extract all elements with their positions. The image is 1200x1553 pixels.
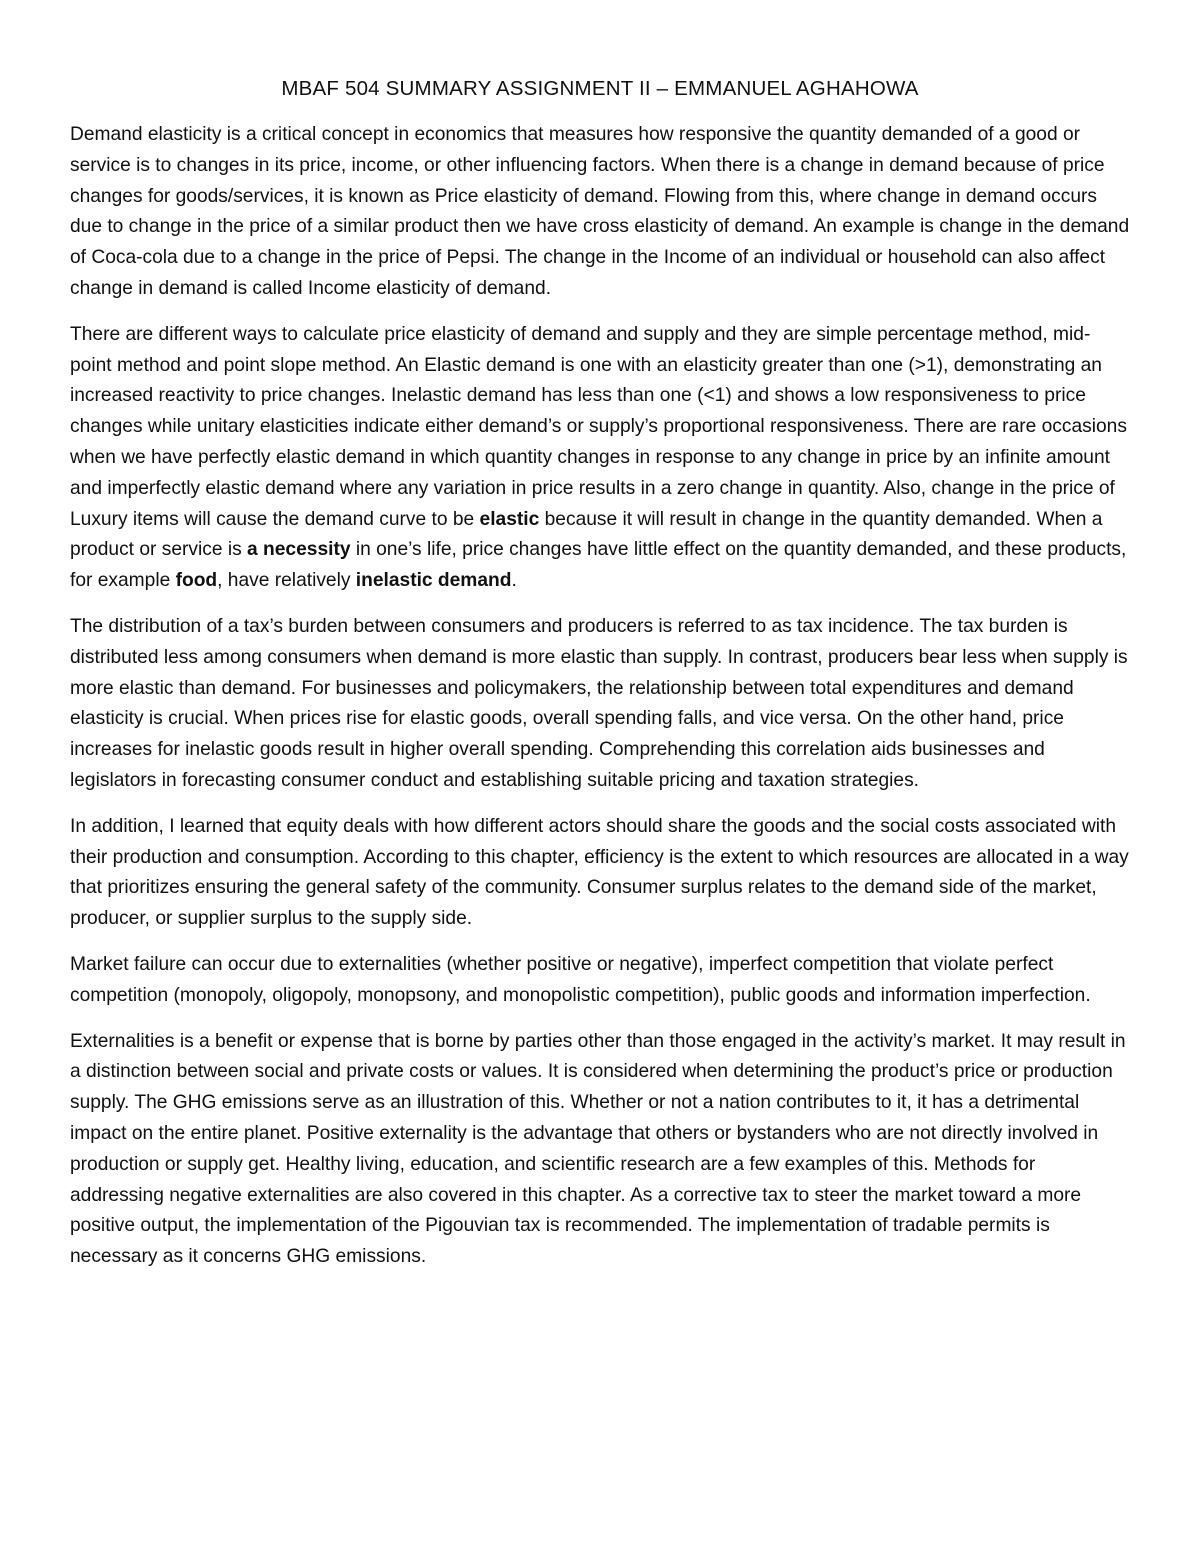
paragraph-equity-efficiency: In addition, I learned that equity deals with how different actors should share the goods and the social costs associated with their production and consumption. According to this chapter, efficiency is the extent to which resources are allocated in a way that prioritizes ensuring the general safety of the community. Consumer surplus relates to the demand side of the market, producer, or supplier surplus to the supply side. <box>70 815 1129 930</box>
document-title: MBAF 504 SUMMARY ASSIGNMENT II – EMMANUEL AGHAHOWA <box>281 77 919 100</box>
paragraph-text: There are different ways to calculate price elasticity of demand and supply and they are simple percentage method, mid-point method and point slope method. An Elastic demand is one with an elasticity greater than one (>1), demonstrating an increased reactivity to price changes. Inelastic demand has less than one (<1) and shows a low responsiveness to price changes while unitary elasticities indicate either demand’s or supply’s proportional responsiveness. There are rare occasions when we have perfectly elastic demand in which quantity changes in response to any change in price by an infinite amount and imperfectly elastic demand where any variation in price results in a zero change in quantity. Also, change in the price of Luxury items will cause the demand curve to be <box>70 323 1127 530</box>
bold-term-food: food <box>175 570 218 592</box>
paragraph-price-elasticity-methods <box>70 320 1130 597</box>
paragraph-text: because it will result in change in the quantity demanded. When a product or service is <box>70 508 1103 561</box>
paragraph-market-failure: Market failure can occur due to externalities (whether positive or negative), imperfect competition that violate perfect competition (monopoly, oligopoly, monopsony, and monopolistic competition), public goods and information imperfection. <box>70 953 1091 1006</box>
paragraph-externalities: Externalities is a benefit or expense that is borne by parties other than those engaged in the activity’s market. It may result in a distinction between social and private costs or values. It is considered when determining the product’s price or production supply. The GHG emissions serve as an illustration of this. Whether or not a nation contributes to it, it has a detrimental impact on the entire planet. Positive externality is the advantage that others or bystanders who are not directly involved in production or supply get. Healthy living, education, and scientific research are a few examples of this. Methods for addressing negative externalities are also covered in this chapter. As a corrective tax to steer the market toward a more positive output, the implementation of the Pigouvian tax is recommended. The implementation of tradable permits is necessary as it concerns GHG emissions. <box>70 1030 1126 1268</box>
paragraph-demand-elasticity: Demand elasticity is a critical concept in economics that measures how responsive the quantity demanded of a good or service is to changes in its price, income, or other influencing factors. When there is a change in demand because of price changes for goods/services, it is known as Price elasticity of demand. Flowing from this, where change in demand occurs due to change in the price of a similar product then we have cross elasticity of demand. An example is change in the demand of Coca-cola due to a change in the price of Pepsi. The change in the Income of an individual or household can also affect change in demand is called Income elasticity of demand. <box>70 124 1130 299</box>
paragraph-text: in one’s life, price changes have little effect on the quantity demanded, and these products, for example <box>70 539 1127 592</box>
paragraph-tax-incidence: The distribution of a tax’s burden between consumers and producers is referred to as tax incidence. The tax burden is distributed less among consumers when demand is more elastic than supply. In contrast, producers bear less when supply is more elastic than demand. For businesses and policymakers, the relationship between total expenditures and demand elasticity is crucial. When prices rise for elastic goods, overall spending falls, and vice versa. On the other hand, price increases for inelastic goods result in higher overall spending. Comprehending this correlation aids businesses and legislators in forecasting consumer conduct and establishing suitable pricing and taxation strategies. <box>70 615 1128 791</box>
paragraph-text: , have relatively <box>217 570 356 592</box>
paragraph-text: . <box>511 570 517 592</box>
bold-term-necessity: a necessity <box>247 539 351 561</box>
bold-term-inelastic-demand: inelastic demand <box>355 570 512 592</box>
bold-term-elastic: elastic <box>479 508 540 530</box>
